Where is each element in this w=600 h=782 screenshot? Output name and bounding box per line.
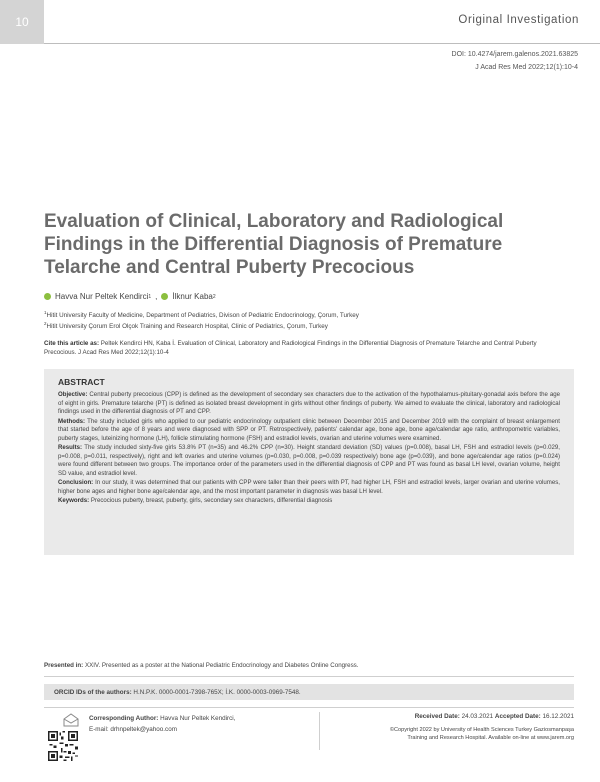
orcid-ids: [54, 689, 301, 696]
corr-label: Corresponding Author:: [89, 715, 159, 722]
header-rule: [44, 43, 600, 44]
affiliation-1-sup: 1: [44, 310, 47, 315]
article-title: Evaluation of Clinical, Laboratory and Radiological Findings in the Differential Diagnosis of Premature Telarche and Central Puberty Precocious: [44, 211, 504, 278]
orcid-icon[interactable]: [161, 293, 168, 300]
cite-this-article: [44, 339, 569, 357]
abstract-keywords: [58, 497, 560, 506]
author-line: [44, 292, 216, 301]
corresponding-author: [89, 713, 235, 735]
methods-text: The study included girls who applied to our pediatric endocrinology outpatient clinic between December 2015 and December 2019 with the complaint of breast enlargement that started before the age of 8 years and were diagnosed with SPP or PT. Retrospectively, patients' calendar age, bone age, bone age/calendar age ratio, anthropometric variables, puberty stages, luteinizing hormone (LH), follicle stimulating hormone (FSH) and estradiol levels, ovarian and uterine volumes were examined.: [58, 417, 560, 442]
abstract-results: [58, 444, 560, 478]
affiliation-2-sup: 2: [44, 321, 47, 326]
corr-name: Havva Nur Peltek Kendirci,: [160, 715, 236, 722]
affiliation-2: [44, 321, 328, 330]
keywords-label: Keywords:: [58, 497, 90, 504]
journal-citation: J Acad Res Med 2022;12(1):10-4: [475, 64, 578, 71]
doi[interactable]: DOI: 10.4274/jarem.galenos.2021.63825: [451, 51, 578, 58]
footnote-rule: [44, 676, 574, 677]
affiliation-1-text: Hitit University Faculty of Medicine, Department of Pediatrics, Divison of Pediatric Endocrinology, Çorum, Turkey: [46, 312, 359, 320]
abstract-heading: ABSTRACT: [58, 377, 105, 387]
presented-label: Presented in:: [44, 662, 84, 669]
copyright-line-1: ©Copyright 2022 by University of Health Sciences Turkey Gaziosmanpaşa: [389, 727, 574, 733]
received-accepted: [415, 713, 574, 720]
presented-in: [44, 662, 359, 669]
corr-email[interactable]: E-mail: drhnpeltek@yahoo.com: [89, 726, 177, 733]
cite-label: Cite this article as:: [44, 340, 100, 347]
received-label: Received Date:: [414, 713, 460, 720]
results-text: The study included sixty-five girls 53.8% PT (n=35) and 46.2% CPP (n=30). Height standard deviation (SD) values (p=0.008), basal LH, FSH and estradiol levels (p=0.029, p=0.008, p=0.011, respectively), right and left ovaries and uterine volumes (p=0.030, p=0.008, p=0.039 respectively) bone age (p=0.039), and bone age/calendar age ratios (p=0.024) were found different between two groups. The importance order of the parameters used in the differential diagnosis of CPP and PT was found as basal LH level, ovarian volume, height SD value, and estradiol level.: [58, 444, 560, 477]
results-label: Results:: [58, 444, 83, 451]
affiliation-1: [44, 310, 359, 319]
author-1: Havva Nur Peltek Kendirci: [55, 292, 149, 301]
keywords-text: Precocious puberty, breast, puberty, girls, secondary sex characters, differential diagnosis: [90, 497, 333, 504]
author-2: İlknur Kaba: [172, 292, 213, 301]
conclusion-text: In our study, it was determined that our patients with CPP were taller than their peers with PT, had higher LH, FSH and estradiol levels, larger ovarian and uterine volumes, higher bone ages and higher bone age/calendar age, and the most important parameter in diagnosis was basal LH level.: [58, 479, 560, 495]
cite-text: Peltek Kendirci HN, Kaba İ. Evaluation of Clinical, Laboratory and Radiological Findings in the Differential Diagnosis of Premature Telarche and Central Puberty Precocious. J Acad Res Med 2022;12(1):10-4: [44, 340, 537, 356]
accepted-label: Accepted Date:: [494, 713, 541, 720]
section-label: Original Investigation: [458, 14, 579, 26]
author-separator: ,: [155, 292, 158, 301]
abstract-objective: [58, 391, 560, 417]
abstract-methods: [58, 418, 560, 444]
qr-code[interactable]: [48, 731, 78, 761]
orcid-label: ORCID IDs of the authors:: [54, 689, 132, 696]
objective-label: Objective:: [58, 391, 88, 398]
accepted-date: 16.12.2021: [542, 713, 574, 720]
orcid-text: H.N.P.K. 0000-0001-7398-765X; İ.K. 0000-0003-0969-7548.: [133, 689, 301, 696]
methods-label: Methods:: [58, 417, 86, 425]
conclusion-label: Conclusion:: [58, 479, 94, 486]
affiliation-2-text: Hitit University Çorum Erol Olçok Training and Research Hospital, Clinic of Pediatrics, Çorum, Turkey: [46, 323, 328, 331]
abstract-box: [44, 369, 574, 555]
presented-text: XXIV. Presented as a poster at the National Pediatric Endocrinology and Diabetes Online Congress.: [84, 662, 359, 669]
copyright-line-2: Training and Research Hospital. Available on-line at www.jarem.org: [407, 735, 574, 741]
orcid-icon[interactable]: [44, 293, 51, 300]
footer-rule: [44, 707, 574, 708]
objective-text: Central puberty precocious (CPP) is defined as the development of secondary sex characters due to the activation of the hypothalamus-pituitary-gonadal axis before the age of eight in girls. Premature telarche (PT) is defined as isolated breast development in girls without other findings of puberty. We aimed to evaluate the clinical, laboratory and radiological findings used in the differential diagnosis of PT and CPP.: [58, 391, 560, 415]
author-2-sup: 2: [212, 293, 216, 300]
abstract-conclusion: [58, 479, 560, 496]
author-1-sup: 1: [148, 293, 152, 300]
page-number: 10: [0, 0, 44, 44]
received-date: 24.03.2021: [461, 713, 494, 720]
envelope-icon: [63, 713, 79, 727]
copyright: [314, 726, 574, 742]
